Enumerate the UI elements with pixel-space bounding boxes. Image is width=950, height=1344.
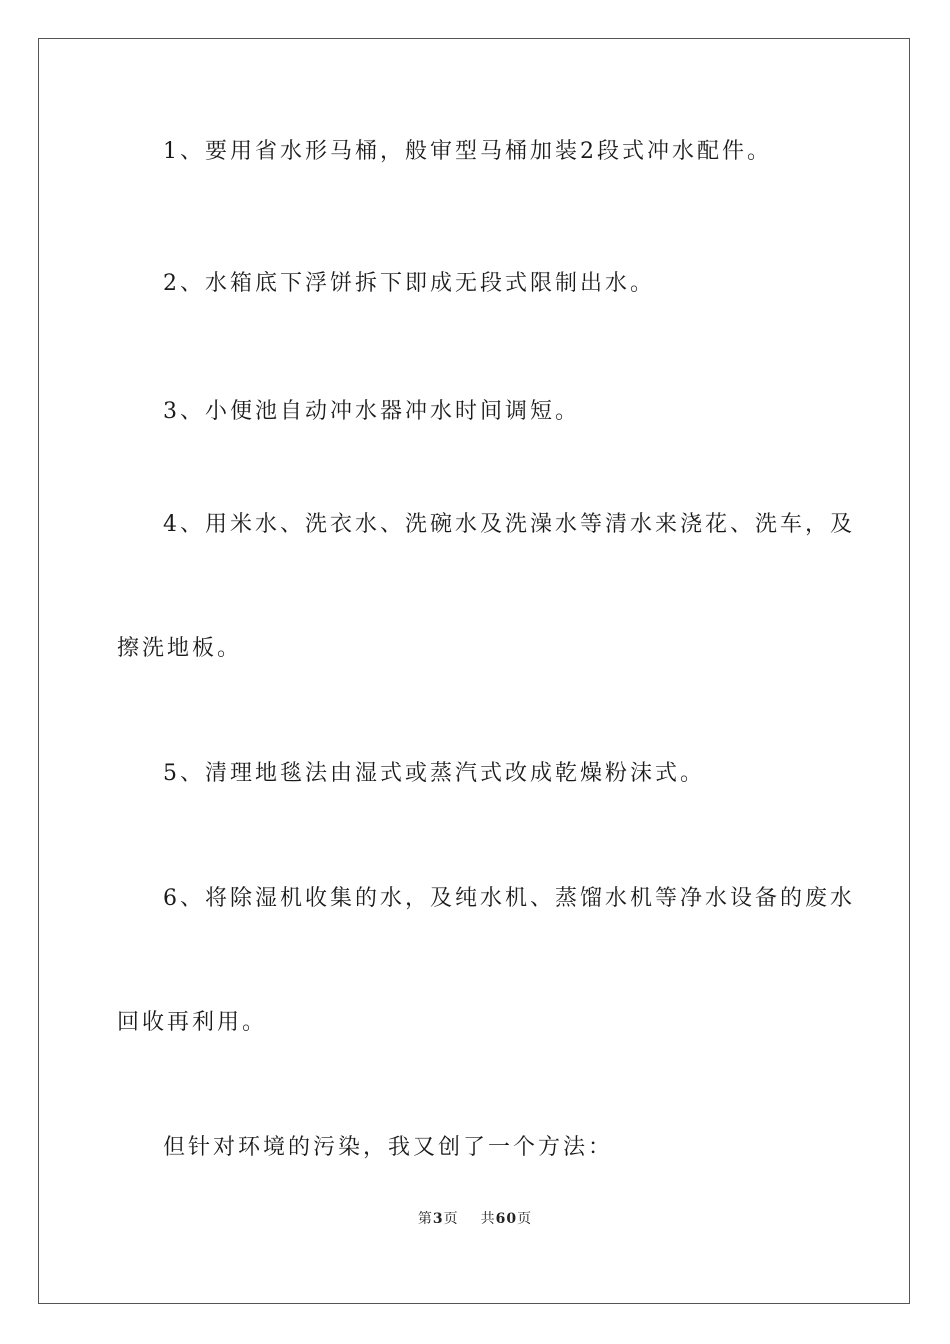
paragraph-4-line-1: 4、用米水、洗衣水、洗碗水及洗澡水等清水来浇花、洗车，及	[163, 512, 855, 537]
page-number: 3	[432, 1211, 444, 1227]
paragraph-3: 3、小便池自动冲水器冲水时间调短。	[163, 399, 580, 424]
page-suffix: 页	[443, 1211, 459, 1227]
total-suffix: 页	[517, 1211, 533, 1227]
paragraph-6-line-2: 回收再利用。	[117, 1010, 268, 1035]
page-prefix: 第	[417, 1211, 433, 1227]
paragraph-6-line-1: 6、将除湿机收集的水，及纯水机、蒸馏水机等净水设备的废水	[163, 886, 855, 911]
total-pages: 60	[495, 1211, 518, 1227]
paragraph-2: 2、水箱底下浮饼拆下即成无段式限制出水。	[163, 271, 655, 296]
total-prefix: 共	[480, 1211, 496, 1227]
paragraph-1: 1、要用省水形马桶，般审型马桶加装2段式冲水配件。	[163, 139, 772, 164]
page-frame	[38, 38, 910, 1304]
paragraph-4-line-2: 擦洗地板。	[117, 636, 243, 661]
paragraph-5: 5、清理地毯法由湿式或蒸汽式改成乾燥粉沫式。	[163, 761, 705, 786]
paragraph-7: 但针对环境的污染，我又创了一个方法：	[163, 1135, 614, 1160]
page-footer	[0, 1208, 950, 1228]
